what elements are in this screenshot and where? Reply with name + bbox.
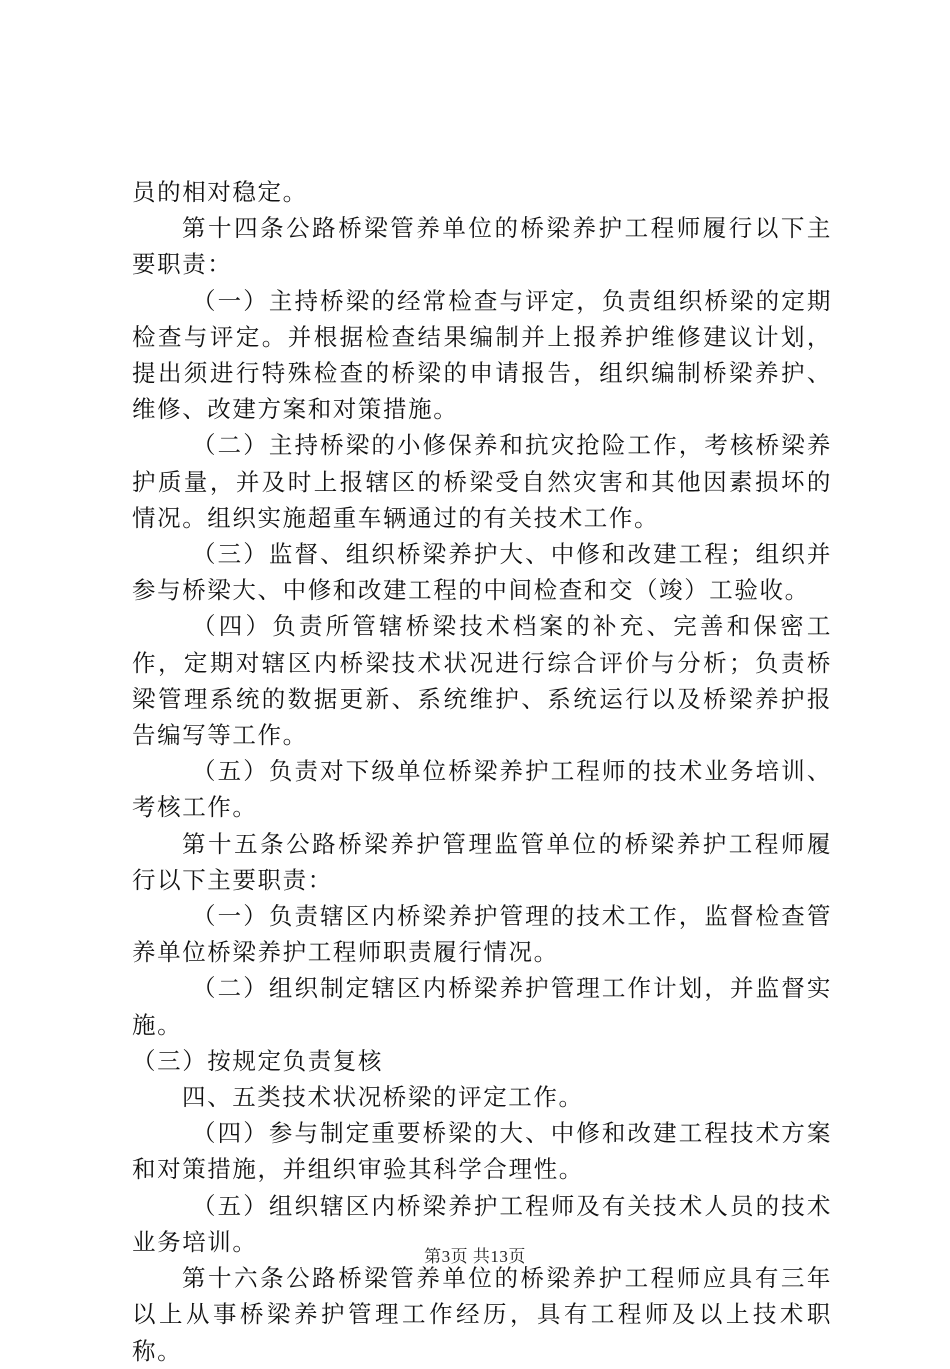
- document-body: [132, 174, 832, 1369]
- article-15-item-1: （一）负责辖区内桥梁养护管理的技术工作，监督检查管养单位桥梁养护工程师职责履行情况。: [132, 902, 832, 967]
- page-number-footer: 第3页 共13页: [424, 1247, 526, 1266]
- article-15-heading: 第十五条公路桥梁养护管理监管单位的桥梁养护工程师履行以下主要职责：: [132, 829, 832, 894]
- article-14-item-3: （三）监督、组织桥梁养护大、中修和改建工程；组织并参与桥梁大、中修和改建工程的中间检查和交（竣）工验收。: [132, 540, 832, 605]
- article-14-heading: 第十四条公路桥梁管养单位的桥梁养护工程师履行以下主要职责：: [132, 214, 832, 279]
- paragraph-continuation: 员的相对稳定。: [132, 178, 308, 206]
- article-15-item-5: （五）组织辖区内桥梁养护工程师及有关技术人员的技术业务培训。: [132, 1191, 832, 1256]
- article-14-item-4: （四）负责所管辖桥梁技术档案的补充、完善和保密工作，定期对辖区内桥梁技术状况进行综合评价与分析；负责桥梁管理系统的数据更新、系统维护、系统运行以及桥梁养护报告编写等工作。: [132, 612, 832, 750]
- article-14-item-1: （一）主持桥梁的经常检查与评定，负责组织桥梁的定期检查与评定。并根据检查结果编制并上报养护维修建议计划，提出须进行特殊检查的桥梁的申请报告，组织编制桥梁养护、维修、改建方案和对策措施。: [132, 286, 832, 424]
- article-15-item-2: （二）组织制定辖区内桥梁养护管理工作计划，并监督实施。: [132, 974, 832, 1039]
- article-14-item-2: （二）主持桥梁的小修保养和抗灾抢险工作，考核桥梁养护质量，并及时上报辖区的桥梁受自然灾害和其他因素损坏的情况。组织实施超重车辆通过的有关技术工作。: [132, 431, 832, 532]
- article-14-item-5: （五）负责对下级单位桥梁养护工程师的技术业务培训、考核工作。: [132, 757, 832, 822]
- article-15-item-4: （四）参与制定重要桥梁的大、中修和改建工程技术方案和对策措施，并组织审验其科学合理性。: [132, 1119, 832, 1184]
- article-15-item-3-continued: 四、五类技术状况桥梁的评定工作。: [182, 1083, 584, 1112]
- article-16: 第十六条公路桥梁管养单位的桥梁养护工程师应具有三年以上从事桥梁养护管理工作经历，具有工程师及以上技术职称。: [132, 1264, 832, 1365]
- article-15-item-3: （三）按规定负责复核: [132, 1046, 383, 1075]
